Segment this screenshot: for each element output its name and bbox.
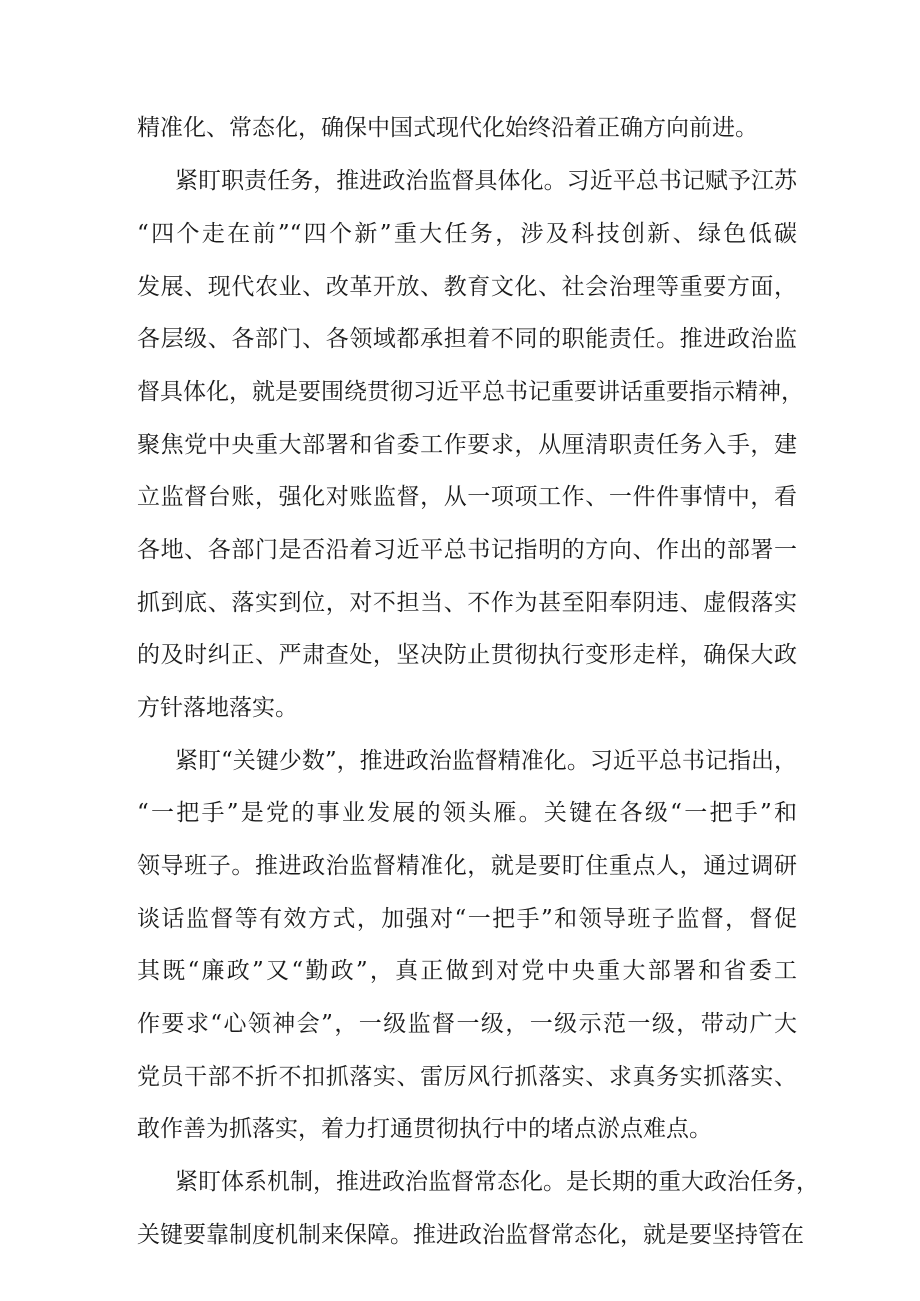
- text-line: 领导班子。推进政治监督精准化，就是要盯住重点人，通过调研: [137, 853, 797, 879]
- text-line: 作要求“心领神会”，一级监督一级，一级示范一级，带动广大: [137, 1011, 797, 1037]
- text-line: 督具体化，就是要围绕贯彻习近平总书记重要讲话重要指示精神，: [137, 379, 804, 405]
- text-line: 其既“廉政”又“勤政”，真正做到对党中央重大部署和省委工: [137, 958, 797, 984]
- text-line: 谈话监督等有效方式，加强对“一把手”和领导班子监督，督促: [137, 906, 797, 932]
- text-line: 发展、现代农业、改革开放、教育文化、社会治理等重要方面，: [137, 274, 797, 300]
- text-line: 关键要靠制度机制来保障。推进政治监督常态化，就是要坚持管在: [137, 1222, 804, 1248]
- text-line: 方针落地落实。: [137, 695, 298, 721]
- text-line: “一把手”是党的事业发展的领头雁。关键在各级“一把手”和: [137, 800, 797, 826]
- text-line: 立监督台账，强化对账监督，从一项项工作、一件件事情中，看: [137, 484, 797, 510]
- text-line: “四个走在前”“四个新”重大任务，涉及科技创新、绿色低碳: [137, 221, 797, 247]
- paragraph-first-line: 紧盯“关键少数”，推进政治监督精准化。习近平总书记指出，: [175, 748, 797, 774]
- text-line: 精准化、常态化，确保中国式现代化始终沿着正确方向前进。: [137, 115, 758, 141]
- text-line: 各地、各部门是否沿着习近平总书记指明的方向、作出的部署一: [137, 537, 797, 563]
- paragraph-first-line: 紧盯职责任务，推进政治监督具体化。习近平总书记赋予江苏: [175, 168, 797, 194]
- text-line: 各层级、各部门、各领域都承担着不同的职能责任。推进政治监: [137, 326, 797, 352]
- text-line: 聚焦党中央重大部署和省委工作要求，从厘清职责任务入手，建: [137, 432, 797, 458]
- text-line: 的及时纠正、严肃查处，坚决防止贯彻执行变形走样，确保大政: [137, 642, 797, 668]
- text-line: 抓到底、落实到位，对不担当、不作为甚至阳奉阴违、虚假落实: [137, 590, 797, 616]
- text-line: 敢作善为抓落实，着力打通贯彻执行中的堵点淤点难点。: [137, 1116, 712, 1142]
- paragraph-first-line: 紧盯体系机制，推进政治监督常态化。是长期的重大政治任务，: [175, 1169, 819, 1195]
- text-line: 党员干部不折不扣抓落实、雷厉风行抓落实、求真务实抓落实、: [137, 1064, 797, 1090]
